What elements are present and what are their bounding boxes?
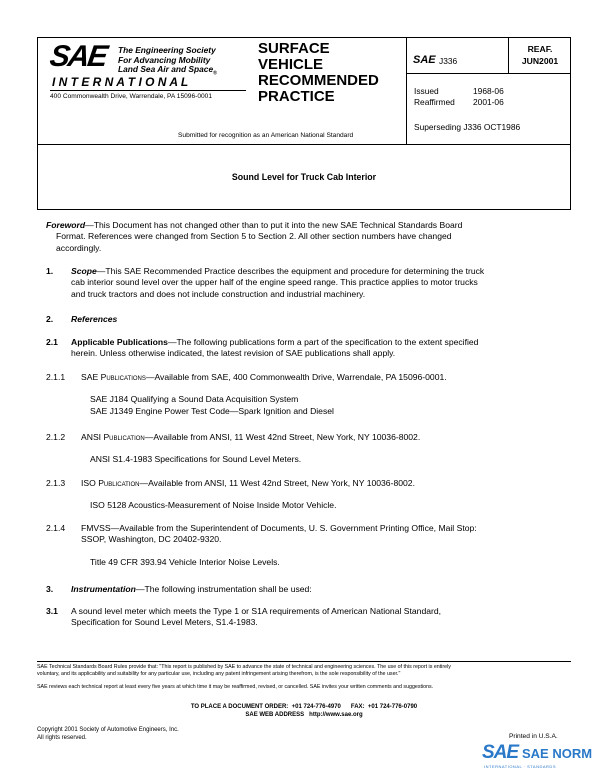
header-divider-2 bbox=[508, 37, 509, 73]
order-line: TO PLACE A DOCUMENT ORDER: +01 724-776-4970 FAX: +01 724-776-0790 bbox=[190, 704, 418, 710]
pub-name: FMVSS bbox=[81, 523, 111, 533]
pub-iso: 2.1.3 ISO Publication—Available from ANSI, 11 West 42nd Street, New York, NY 10036-8002. ISO 5128 Acoustics-Measurement of Noise Inside Motor Vehicle. bbox=[46, 478, 415, 511]
reaffirmed-label: Reaffirmed bbox=[414, 97, 455, 107]
foreword-line: Format. References were changed from Section 5 to Section 2. All other section numbers have changed bbox=[56, 231, 452, 242]
policy-line: SAE Technical Standards Board Rules provide that: "This report is published by SAE to advance the state of technical and engineering sciences. The use of this report is entirely bbox=[37, 664, 451, 670]
reaf-line: REAF. bbox=[527, 44, 553, 54]
document-category bbox=[258, 41, 379, 105]
applicable-line: 2.1 Applicable Publications—The following publications form a part of the specification to the extent specified bbox=[46, 337, 479, 347]
header-divider-1 bbox=[406, 37, 407, 145]
scope-label: Scope bbox=[71, 266, 97, 276]
applicable-line: herein. Unless otherwise indicated, the latest revision of SAE publications shall apply. bbox=[71, 348, 396, 359]
pub-name: ANSI Publication bbox=[81, 432, 145, 442]
foreword-label: Foreword bbox=[46, 220, 86, 230]
references-heading: 2. References bbox=[46, 314, 118, 324]
review-line: SAE reviews each technical report at least every five years at which time it may be reaffirmed, revised, or cancelled. SAE invites your written comments and suggestions. bbox=[37, 684, 434, 690]
rights: All rights reserved. bbox=[37, 735, 87, 741]
category-line: VEHICLE bbox=[258, 56, 324, 73]
pub-sae: 2.1.1 SAE Publications—Available from SAE, 400 Commonwealth Drive, Warrendale, PA 15096-0001. SAE J184 Qualifying a Sound Data Acquisition System SAE J1349 Engine Power Test Code—Spark Ignition and Diesel bbox=[46, 372, 447, 416]
doc-number: J336 bbox=[439, 56, 458, 66]
footer-rule bbox=[37, 661, 571, 662]
foreword-line: Foreword—This Document has not changed other than to put it into the new SAE Technical Standards Board bbox=[46, 220, 463, 230]
scope-line: 1. Scope—This SAE Recommended Practice describes the equipment and procedure for determining the truck bbox=[46, 266, 485, 276]
policy-line: voluntary, and its applicability and suitability for any particular use, including any patent infringement arising therefrom, is the sole responsibility of the user." bbox=[37, 671, 401, 677]
watermark-text: SAE NORM bbox=[522, 746, 593, 761]
reaffirmed-date: 2001-06 bbox=[473, 97, 504, 107]
sae-logo: SAE bbox=[47, 40, 109, 73]
s31-line: Specification for Sound Level Meters, S1.4-1983. bbox=[71, 617, 258, 628]
pub-item: ANSI S1.4-1983 Specifications for Sound Level Meters. bbox=[90, 454, 302, 465]
pub-name: SAE Publications bbox=[81, 372, 146, 382]
society-line: Land Sea Air and Space$_®$ bbox=[118, 64, 217, 77]
category-line: RECOMMENDED bbox=[258, 72, 379, 89]
scope-paragraph bbox=[46, 266, 484, 300]
scope-line: cab interior sound level over the upper half of the engine speed range. This practice applies to motor trucks bbox=[71, 277, 478, 288]
society-line: The Engineering Society bbox=[118, 45, 216, 55]
pub-item: Title 49 CFR 393.94 Vehicle Interior Noise Levels. bbox=[90, 556, 280, 567]
international-underline bbox=[50, 90, 246, 91]
pub-text-cont: SSOP, Washington, DC 20402-9320. bbox=[81, 534, 222, 545]
web-line: SAE WEB ADDRESS http://www.sae.org bbox=[245, 712, 363, 718]
pub-item: ISO 5128 Acoustics-Measurement of Noise Inside Motor Vehicle. bbox=[90, 500, 337, 511]
copyright: Copyright 2001 Society of Automotive Engineers, Inc. bbox=[37, 727, 179, 733]
pub-item: SAE J1349 Engine Power Test Code—Spark Ignition and Diesel bbox=[90, 405, 334, 416]
doc-sae-logo: SAE bbox=[413, 54, 436, 66]
issued-label: Issued bbox=[414, 86, 439, 96]
issued-date: 1968-06 bbox=[473, 86, 504, 96]
reaf-line: JUN2001 bbox=[521, 56, 559, 66]
printed-in: Printed in U.S.A. bbox=[509, 733, 558, 740]
pub-ansi: 2.1.2 ANSI Publication—Available from ANSI, 11 West 42nd Street, New York, NY 10036-8002. ANSI S1.4-1983 Specifications for Sound Level Meters. bbox=[46, 432, 421, 465]
superseding-note: Superseding J336 OCT1986 bbox=[414, 122, 521, 132]
society-line: For Advancing Mobility bbox=[118, 54, 211, 65]
policy-text bbox=[37, 664, 451, 691]
sae-norm-watermark bbox=[482, 742, 594, 772]
category-line: PRACTICE bbox=[258, 88, 335, 105]
foreword-line: accordingly. bbox=[56, 242, 102, 253]
watermark-sub: INTERNATIONAL · STANDARDS bbox=[484, 764, 556, 769]
sae-address: 400 Commonwealth Drive, Warrendale, PA 15096-0001 bbox=[50, 93, 212, 100]
category-line: SURFACE bbox=[258, 40, 330, 57]
section-3-1: 3.1 A sound level meter which meets the Type 1 or S1A requirements of American National Standard, Specification for Sound Level Meters, S1.4-1983. bbox=[46, 606, 442, 628]
pub-item: SAE J184 Qualifying a Sound Data Acquisition System bbox=[90, 394, 299, 405]
reaf-stamp bbox=[514, 43, 566, 67]
applicable-label: Applicable Publications bbox=[71, 337, 168, 347]
pub-fmvss: 2.1.4 FMVSS—Available from the Superintendent of Documents, U. S. Government Printing Office, Mail Stop: SSOP, Washington, DC 20402-9320. Title 49 CFR 393.94 Vehicle Interior Noise Levels. bbox=[46, 523, 477, 567]
header-divider-h bbox=[406, 73, 571, 74]
scope-line: and truck tractors and does not include construction and industrial machinery. bbox=[71, 288, 366, 299]
recognition-note: Submitted for recognition as an American National Standard bbox=[178, 132, 354, 139]
foreword-paragraph bbox=[46, 220, 462, 254]
pub-name: ISO Publication bbox=[81, 478, 140, 488]
applicable-paragraph bbox=[46, 337, 478, 360]
international-label: I N T E R N A T I O N A L bbox=[52, 75, 189, 89]
instrumentation-heading: 3. Instrumentation—The following instrumentation shall be used: bbox=[46, 584, 312, 594]
document-title: Sound Level for Truck Cab Interior bbox=[231, 172, 377, 182]
watermark-logo: SAE bbox=[482, 742, 519, 763]
